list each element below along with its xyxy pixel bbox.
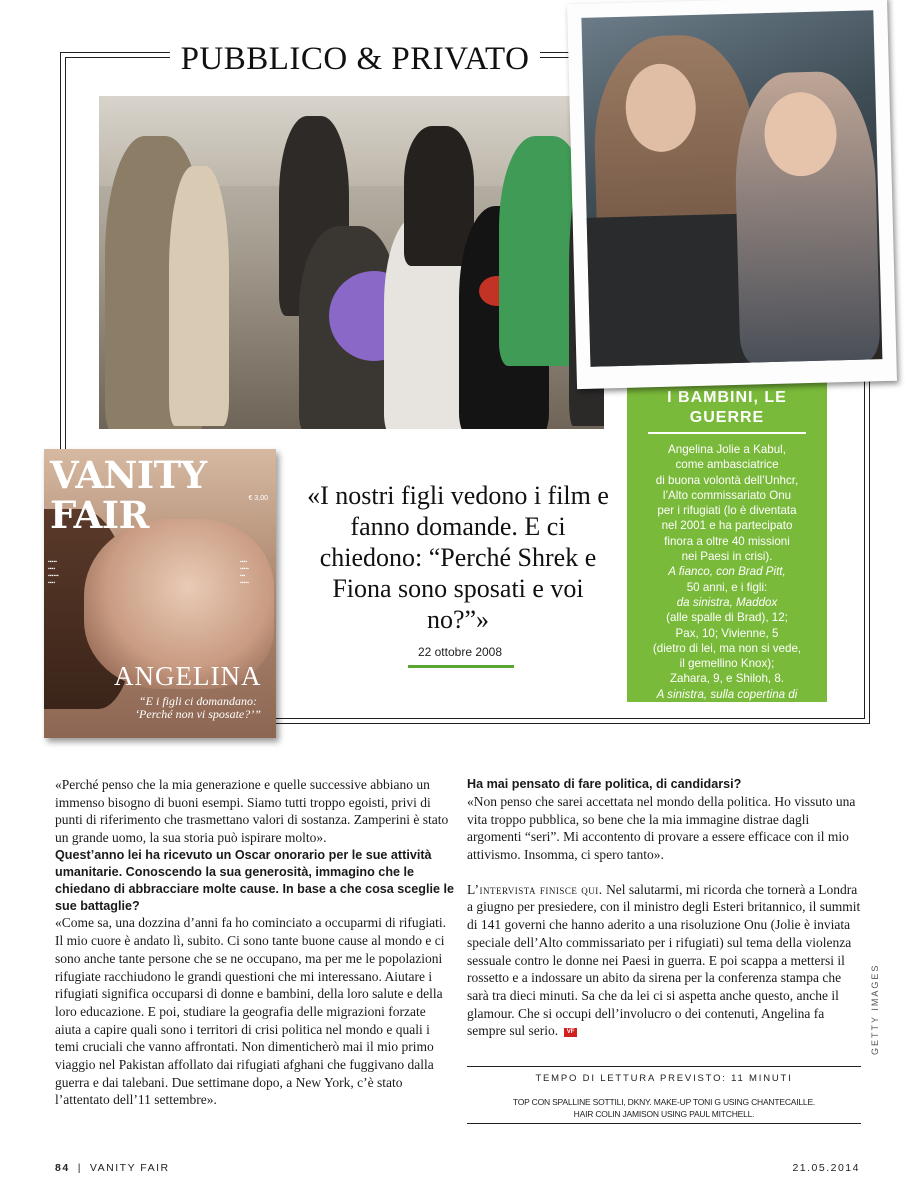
caption-line: per i rifugiati (lo è diventata [657, 504, 797, 518]
interview-question: Ha mai pensato di fare politica, di candidarsi? [467, 777, 742, 791]
footer-left: 84 | VANITY FAIR [55, 1162, 170, 1174]
closing-lead: L’intervista finisce qui. [467, 881, 603, 897]
pull-quote: «I nostri figli vedono i film e fanno domande. E ci chiedono: “Perché Shrek e Fiona sono sposati e voi no?”» [307, 481, 609, 634]
paragraph: «Come sa, una dozzina d’anni fa ho cominciato a occuparmi di rifugiati. Il mio cuore è andato lì, subito. Ci sono tante buone cause al mondo e ci sono anche tante persone che se ne occupano, ma per me le popolazioni rifugiate racchiudono le grandi questioni che mi interessano. Aiutare i rifugiati significa occuparsi di donne e bambini, della loro salute e della loro educazione. E poi, studiare la geografia delle migrazioni forzate aiuta a capire quali sono i territori di crisi politica nel mondo e quali i temi cruciali che vanno affrontati. Non dimenticherò mai il mio primo viaggio nel Pakistan affollato dai rifugiati afghani che fuggivano dalla guerra e dai talebani. Due settimane dopo, a New York, c’è stato l’attentato dell’11 settembre». [55, 915, 446, 1108]
caption-line: l’Alto commissariato Onu [662, 488, 792, 502]
caption-line: Angelina Jolie a Kabul, [668, 443, 786, 456]
closing-paragraph [467, 881, 861, 1040]
caption-line: finora a oltre 40 missioni [664, 534, 790, 548]
kabul-photo [567, 0, 897, 389]
caption-line: da sinistra, Maddox [676, 595, 778, 609]
reading-time: TEMPO DI LETTURA PREVISTO: 11 MINUTI [535, 1073, 793, 1084]
fashion-credits [467, 1097, 861, 1120]
paragraph: «Non penso che sarei accettata nel mondo della politica. Ho vissuto una vita troppo pubblica, so bene che la mia immagine distrae dagli argomenti “seri”. Mi accontento di provare a essere efficace con il mio attivismo. Insomma, ci spero tanto». [467, 793, 856, 863]
page-number: 84 [55, 1162, 70, 1174]
interview-question: Quest’anno lei ha ricevuto un Oscar onorario per le sue attività umanitarie. Conoscendo la sua generosità, immagino che le chiedano di abbracciare molte cause. In base a che cosa sceglie le sue battaglie? [55, 847, 454, 913]
cover-teaser-right: ▪▪▪▪ ▪▪▪▪▪ ▪▪▪ ▪▪▪▪▪ [240, 559, 249, 586]
issue-date: 21.05.2014 [792, 1162, 860, 1174]
caption-line: A sinistra, sulla copertina di [656, 687, 798, 701]
caption-line: di buona volontà dell’Unhcr, [655, 473, 799, 487]
caption-text [637, 442, 817, 717]
family-photo [99, 96, 604, 429]
cover-title: VANITY FAIR [50, 453, 207, 537]
section-title: PUBBLICO & PRIVATO [170, 40, 540, 78]
caption-box [627, 366, 827, 717]
caption-line: come ambasciatrice [675, 458, 779, 472]
closing-text: Nel salutarmi, mi ricorda che tornerà a Londra a giugno per presiedere, con il ministro degli Esteri britannico, il summit di 141 governi che hanno aderito a una risoluzione Onu (Jolie è inviata speciale dell’Alto commissariato per i rifugiati) sul tema della violenza sessuale contro le donne nei Paesi in guerra. E poi scappa a mettersi il rossetto e a indossare un abito da sirena per la conferenza stampa che sarà tra dieci minuti. Sa che da lei ci si aspetta anche questo, anche il glamour. Che si occupi dell’involucro o dei contenuti, Angelina fa sempre sul serio. [467, 881, 861, 1039]
caption-rule [648, 432, 806, 434]
quote-date: 22 ottobre 2008 [417, 645, 503, 659]
cover-teaser-left: ▪▪▪▪▪ ▪▪▪▪ ▪▪▪▪▪▪ ▪▪▪▪ [48, 559, 59, 586]
magazine-cover [44, 449, 276, 738]
caption-line: (alle spalle di Brad), 12; [666, 611, 788, 625]
body-column-left [55, 776, 455, 1109]
vf-end-icon: VF [564, 1028, 577, 1037]
caption-line: A fianco, con Brad Pitt, [668, 565, 786, 579]
cover-price: € 3,00 [248, 495, 268, 502]
credit-line: TOP CON SPALLINE SOTTILI, DKNY. MAKE-UP TONI G USING CHANTECAILLE. [512, 1097, 816, 1107]
caption-title: I BAMBINI, LE GUERRE [667, 389, 787, 426]
cover-name: ANGELINA [114, 661, 262, 691]
cover-subtitle: “E i figli ci domandano: ‘Perché non vi sposate?’” [135, 694, 261, 721]
caption-line: Pax, 10; Vivienne, 5 [675, 626, 779, 640]
caption-line: il gemellino Knox); [679, 657, 775, 671]
credit-line: HAIR COLIN JAMISON USING PAUL MITCHELL. [573, 1108, 755, 1119]
caption-line: Zahara, 9, e Shiloh, 8. [669, 672, 785, 686]
magazine-name: VANITY FAIR [89, 1162, 170, 1174]
photo-credit: GETTY IMAGES [870, 963, 880, 1055]
body-column-right [467, 776, 861, 1040]
caption-line: (dietro di lei, ma non si vede, [652, 641, 802, 655]
paragraph: «Perché penso che la mia generazione e quelle successive abbiano un immenso bisogno di buoni esempi. Siamo tutti troppo egoisti, privi di punti di riferimento che trasmettano valori di sostanza. Zamperini è stato un grande uomo, la sua storia può ispirare molto». [55, 777, 449, 846]
caption-line: nei Paesi in crisi). [681, 550, 773, 564]
caption-line: 50 anni, e i figli: [686, 580, 768, 594]
reading-time-box [467, 1066, 861, 1124]
quote-rule [408, 665, 514, 668]
caption-line: Vanity Fair n. 42 del 2008. [659, 703, 795, 717]
caption-line: nel 2001 e ha partecipato [661, 519, 793, 533]
